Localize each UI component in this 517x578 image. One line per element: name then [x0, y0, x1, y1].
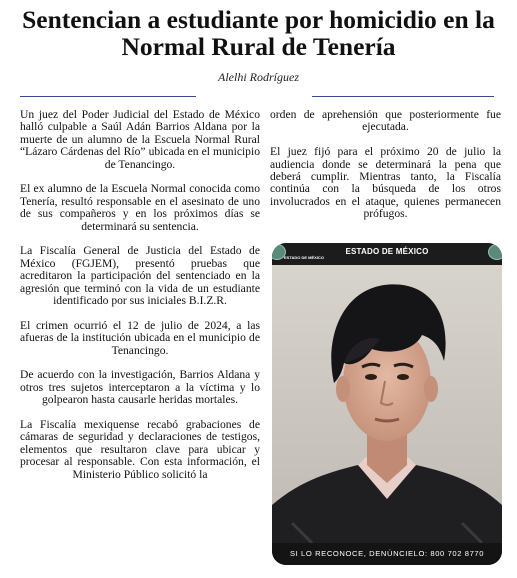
article-body-left-column: [20, 109, 260, 494]
suspect-portrait-illustration: [272, 243, 502, 565]
body-paragraph: El ex alumno de la Escuela Normal conocida como Tenería, resultó responsable en el asesinato de uno de sus compañeros y en los próximos días se determinará su sentencia.: [20, 182, 260, 233]
suspect-photo: [272, 243, 502, 565]
article-body-right-column: [270, 109, 501, 233]
photo-logo-text: ESTADO DE MÉXICO: [284, 255, 324, 260]
author-rule-left: [20, 96, 196, 97]
body-paragraph: Un juez del Poder Judicial del Estado de México halló culpable a Saúl Adán Barrios Aldana por la muerte de un alumno de la Escuela Normal Rural “Lázaro Cárdenas del Río” ubicada en el municipio de Tenancingo.: [20, 108, 260, 171]
article-headline: [0, 6, 517, 60]
body-paragraph: La Fiscalía General de Justicia del Estado de México (FGJEM), presentó pruebas que acreditaron la participación del sentenciado en la agresión que terminó con la vida de un estudiante identificado por sus iniciales B.I.Z.R.: [20, 244, 260, 308]
author-rule-right: [312, 96, 494, 97]
headline-line-1: Sentencian a estudiante por homicidio en la: [22, 5, 495, 34]
body-paragraph: orden de aprehensión que posteriormente fue ejecutada.: [270, 108, 501, 134]
body-paragraph: El juez fijó para el próximo 20 de julio la audiencia donde se determinará la pena que deberá cumplir. Mientras tanto, la Fiscalía continúa con la búsqueda de los otros involucrados en el ataque, quienes permanecen prófugos.: [270, 145, 501, 221]
body-paragraph: De acuerdo con la investigación, Barrios Aldana y otros tres sujetos interceptaron a la víctima y lo golpearon hasta causarle heridas mortales.: [20, 368, 260, 407]
photo-footer-hotline: SI LO RECONOCE, DENÚNCIELO: 800 702 8770: [272, 543, 502, 565]
article-author: Alelhi Rodríguez: [218, 70, 299, 84]
body-paragraph: La Fiscalía mexiquense recabó grabaciones de cámaras de seguridad y declaraciones de testigos, elementos que resultaron clave para ubicar y procesar al responsable. Con esta información, el Ministerio Público solicitó la: [20, 418, 260, 481]
photo-header-text: ESTADO DE MÉXICO: [345, 247, 429, 256]
body-paragraph: El crimen ocurrió el 12 de julio de 2024, a las afueras de la institución ubicada en el municipio de Tenancingo.: [20, 318, 260, 357]
headline-line-2: Normal Rural de Tenería: [121, 32, 396, 61]
